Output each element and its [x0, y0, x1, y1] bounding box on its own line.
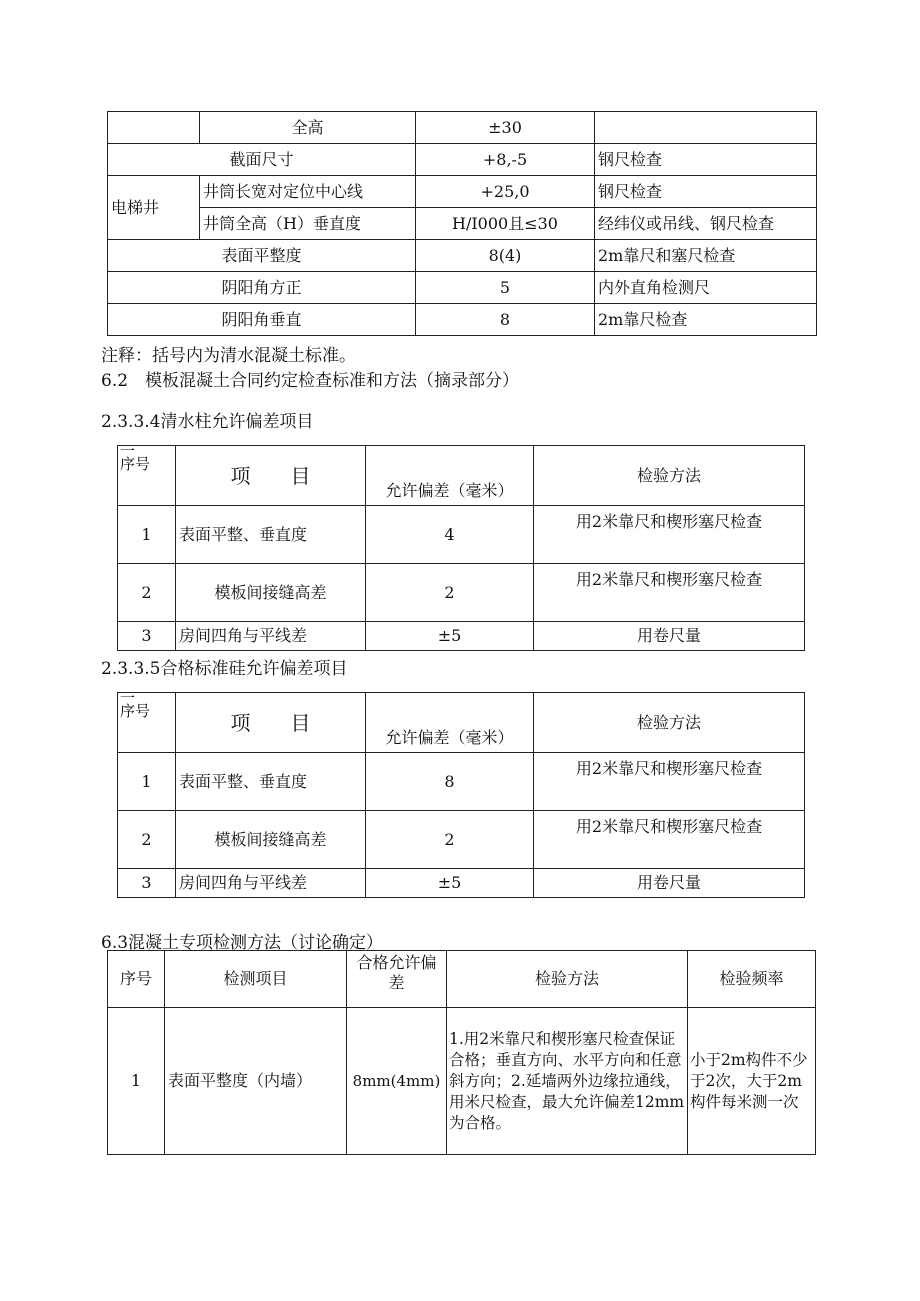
concrete-inspection-table — [107, 950, 816, 1155]
table-cell — [595, 112, 817, 144]
header-cell-item: 检测项目 — [165, 951, 347, 1008]
table-cell: 1 — [118, 506, 176, 564]
table-cell: 2 — [366, 811, 534, 869]
table-cell: +25,0 — [416, 176, 595, 208]
table-cell: 表面平整度（内墙） — [165, 1008, 347, 1155]
table-cell: 内外直角检测尺 — [595, 272, 817, 304]
table-cell: 钢尺检查 — [595, 176, 817, 208]
table-row — [108, 1008, 816, 1155]
table-row — [108, 112, 817, 144]
table-cell: 井筒全高（H）垂直度 — [200, 208, 416, 240]
table-cell: 4 — [366, 506, 534, 564]
table-cell: +8,-5 — [416, 144, 595, 176]
header-cell-tolerance: 合格允许偏差 — [347, 951, 447, 1008]
table-row — [108, 240, 817, 272]
header-cell-method: 检验方法 — [534, 693, 805, 753]
table-cell: 1.用2米靠尺和楔形塞尺检查保证合格；垂直方向、水平方向和任意斜方向；2.延墙两外边缘拉通线，用米尺检查，最大允许偏差12mm为合格。 — [447, 1008, 688, 1155]
table-row — [108, 176, 817, 208]
table-row — [118, 753, 805, 811]
table-row — [108, 208, 817, 240]
table-cell: 8 — [366, 753, 534, 811]
table-cell: 3 — [118, 622, 176, 651]
table-row — [108, 304, 817, 336]
table3-title: 2.3.3.5合格标准硅允许偏差项目 — [101, 659, 348, 679]
clear-column-tolerance-table — [117, 442, 805, 651]
table-header-row — [118, 693, 805, 753]
table-cell: 2 — [366, 564, 534, 622]
table-header-row — [118, 446, 805, 506]
table-cell: 1 — [108, 1008, 165, 1155]
table-cell: 房间四角与平线差 — [176, 869, 366, 898]
header-cell-seq: 一 序号 — [118, 693, 176, 753]
table-cell: 8 — [416, 304, 595, 336]
header-cell-tolerance: 允许偏差（毫米） — [366, 446, 534, 506]
header-cell-no: 序号 — [108, 951, 165, 1008]
table-cell: 表面平整、垂直度 — [176, 753, 366, 811]
table-row — [118, 869, 805, 898]
section-heading-6-3: 6.3混凝土专项检测方法（讨论确定） — [101, 933, 384, 953]
table-cell: 5 — [416, 272, 595, 304]
table-cell: 8(4) — [416, 240, 595, 272]
table-cell: 阴阳角方正 — [108, 272, 416, 304]
header-cell-seq: 一 序号 — [118, 446, 176, 506]
table-row — [118, 564, 805, 622]
header-cell-item: 项 目 — [176, 693, 366, 753]
table-cell: ±30 — [416, 112, 595, 144]
table-header-row — [108, 951, 816, 1008]
table-row — [118, 622, 805, 651]
section-heading-6-2: 6.2 模板混凝土合同约定检查标准和方法（摘录部分） — [101, 371, 520, 391]
header-cell-tolerance: 允许偏差（毫米） — [366, 693, 534, 753]
table-cell — [108, 112, 200, 144]
table-cell: 经纬仪或吊线、钢尺检查 — [595, 208, 817, 240]
table-note: 注释：括号内为清水混凝土标准。 — [101, 346, 356, 366]
header-cell-method: 检验方法 — [447, 951, 688, 1008]
table-cell: H/I000且≤30 — [416, 208, 595, 240]
table-cell: ±5 — [366, 869, 534, 898]
table-cell: 2m靠尺和塞尺检查 — [595, 240, 817, 272]
header-cell-frequency: 检验频率 — [688, 951, 816, 1008]
table-cell: ±5 — [366, 622, 534, 651]
table-row — [118, 811, 805, 869]
table-cell: 表面平整度 — [108, 240, 416, 272]
header-cell-item: 项 目 — [176, 446, 366, 506]
table-cell: 3 — [118, 869, 176, 898]
table-cell: 用卷尺量 — [534, 869, 805, 898]
elevator-shaft-table — [107, 111, 817, 336]
table-cell: 2m靠尺检查 — [595, 304, 817, 336]
table-cell: 用2米靠尺和楔形塞尺检查 — [534, 753, 805, 811]
table-cell: 用2米靠尺和楔形塞尺检查 — [534, 811, 805, 869]
table-cell: 截面尺寸 — [108, 144, 416, 176]
table-cell: 8mm(4mm) — [347, 1008, 447, 1155]
table2-title: 2.3.3.4清水柱允许偏差项目 — [101, 412, 314, 432]
table-cell: 井筒长宽对定位中心线 — [200, 176, 416, 208]
group-label: 电梯井 — [108, 176, 200, 240]
table-row — [118, 506, 805, 564]
table-cell: 2 — [118, 811, 176, 869]
table-row — [108, 272, 817, 304]
table-cell: 表面平整、垂直度 — [176, 506, 366, 564]
table-cell: 用卷尺量 — [534, 622, 805, 651]
table-cell: 小于2m构件不少于2次，大于2m构件每米测一次 — [688, 1008, 816, 1155]
standard-concrete-tolerance-table — [117, 689, 805, 898]
table-row — [108, 144, 817, 176]
table-cell: 用2米靠尺和楔形塞尺检查 — [534, 506, 805, 564]
table-cell: 模板间接缝高差 — [176, 811, 366, 869]
table-cell: 模板间接缝高差 — [176, 564, 366, 622]
table-cell: 2 — [118, 564, 176, 622]
table-cell: 房间四角与平线差 — [176, 622, 366, 651]
table-cell: 全高 — [200, 112, 416, 144]
table-cell: 1 — [118, 753, 176, 811]
header-cell-method: 检验方法 — [534, 446, 805, 506]
table-cell: 阴阳角垂直 — [108, 304, 416, 336]
table-cell: 钢尺检查 — [595, 144, 817, 176]
table-cell: 用2米靠尺和楔形塞尺检查 — [534, 564, 805, 622]
